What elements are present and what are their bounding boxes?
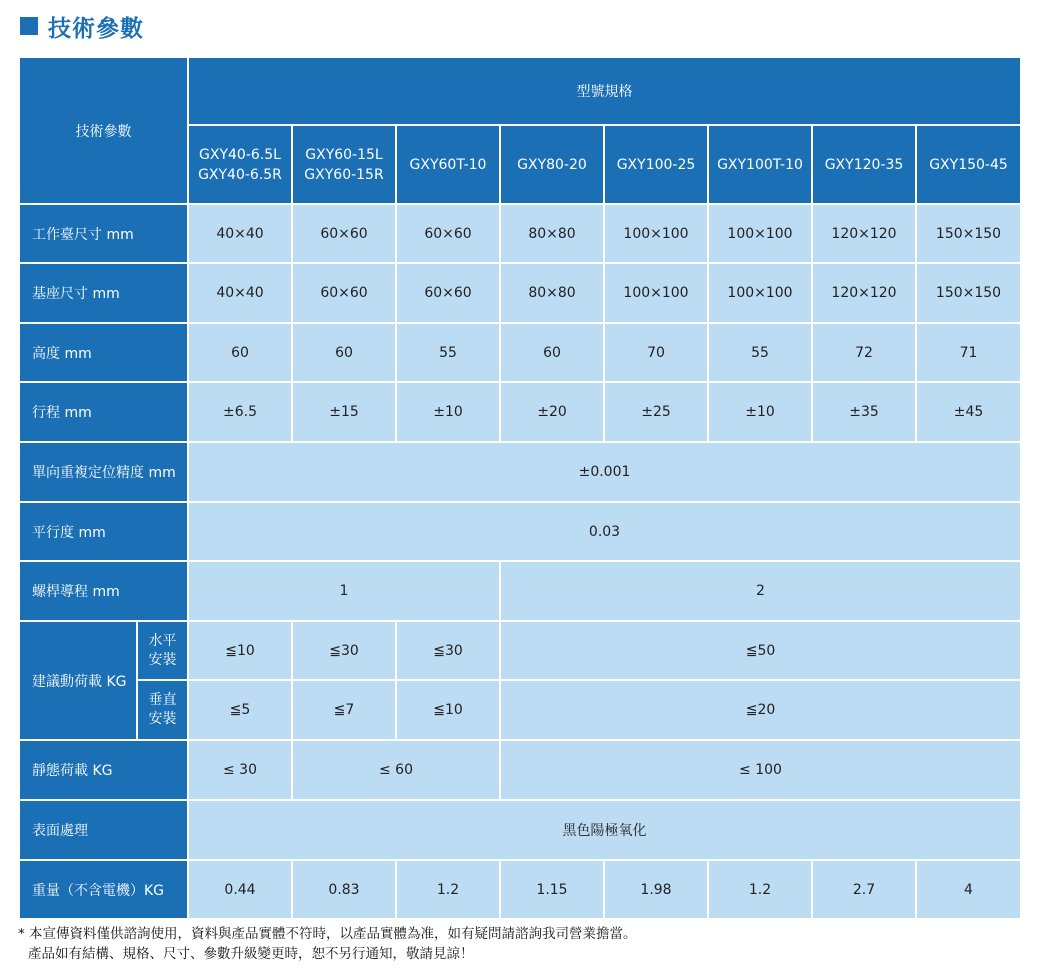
section-title — [20, 12, 144, 40]
page-title: 技術參數 — [48, 15, 144, 42]
model-name: GXY40-6.5R — [198, 166, 282, 183]
model-header: GXY100-25 — [604, 125, 708, 204]
table-cell: ±25 — [604, 382, 708, 442]
model-header — [188, 125, 292, 204]
table-cell: 60 — [292, 323, 396, 382]
model-name: GXY60-15L — [305, 146, 383, 163]
table-row-parallelism — [19, 502, 1021, 561]
table-cell: 40×40 — [188, 263, 292, 323]
table-cell: 1.15 — [500, 860, 604, 919]
table-cell: 0.03 — [188, 502, 1021, 561]
table-cell: 100×100 — [708, 263, 812, 323]
table-cell: 80×80 — [500, 263, 604, 323]
model-header: GXY100T-10 — [708, 125, 812, 204]
table-row-surface — [19, 800, 1021, 860]
model-name: GXY60-15R — [304, 166, 384, 183]
table-row-dynamic-load-vertical — [19, 680, 1021, 740]
model-header: GXY120-35 — [812, 125, 916, 204]
table-cell: ±10 — [708, 382, 812, 442]
table-cell: 4 — [916, 860, 1021, 919]
table-cell: 0.83 — [292, 860, 396, 919]
row-label: 表面處理 — [19, 800, 188, 860]
table-cell: ±6.5 — [188, 382, 292, 442]
row-label: 建議動荷載 KG — [19, 621, 137, 740]
table-cell: 55 — [396, 323, 500, 382]
table-cell: 60×60 — [396, 263, 500, 323]
sublabel-text: 水平 — [148, 632, 177, 649]
table-cell: ≦7 — [292, 680, 396, 740]
row-label: 基座尺寸 mm — [19, 263, 188, 323]
table-cell: 100×100 — [708, 204, 812, 263]
table-cell: 1.2 — [708, 860, 812, 919]
table-cell: 80×80 — [500, 204, 604, 263]
row-sublabel — [137, 621, 188, 680]
table-cell: 60×60 — [292, 263, 396, 323]
table-cell: ≦5 — [188, 680, 292, 740]
table-cell: ≦10 — [188, 621, 292, 680]
table-cell: 2 — [500, 561, 1021, 621]
table-cell: 71 — [916, 323, 1021, 382]
table-row-weight — [19, 860, 1021, 919]
table-cell: ≦20 — [500, 680, 1021, 740]
table-cell: 100×100 — [604, 204, 708, 263]
row-label: 螺桿導程 mm — [19, 561, 188, 621]
sublabel-text: 垂直 — [148, 692, 177, 708]
model-header — [292, 125, 396, 204]
table-cell: 2.7 — [812, 860, 916, 919]
table-cell: 60×60 — [292, 204, 396, 263]
table-cell: ≦30 — [396, 621, 500, 680]
table-cell: 黑色陽極氧化 — [188, 800, 1021, 860]
table-cell: 55 — [708, 323, 812, 382]
table-cell: ≦10 — [396, 680, 500, 740]
table-cell: ≦50 — [500, 621, 1021, 680]
table-cell: ≦30 — [292, 621, 396, 680]
table-cell: ±35 — [812, 382, 916, 442]
table-cell: 120×120 — [812, 204, 916, 263]
model-header: GXY60T-10 — [396, 125, 500, 204]
header-spec-label: 型號規格 — [188, 57, 1021, 125]
row-label: 行程 mm — [19, 382, 188, 442]
footer-line-2: 產品如有結構、規格、尺寸、參數升級變更時，恕不另行通知，敬請見諒！ — [28, 946, 474, 962]
table-cell: 70 — [604, 323, 708, 382]
table-cell: ≤ 60 — [292, 740, 500, 800]
table-row-stroke — [19, 382, 1021, 442]
table-cell: 100×100 — [604, 263, 708, 323]
sublabel-text: 安裝 — [148, 711, 177, 727]
table-cell: ±0.001 — [188, 442, 1021, 502]
table-cell: ≤ 30 — [188, 740, 292, 800]
table-cell: 150×150 — [916, 204, 1021, 263]
table-row-height — [19, 323, 1021, 382]
table-cell: 1.2 — [396, 860, 500, 919]
table-row-dynamic-load-horizontal — [19, 621, 1021, 680]
table-cell: 0.44 — [188, 860, 292, 919]
model-name: GXY40-6.5L — [199, 146, 281, 163]
row-label: 工作臺尺寸 mm — [19, 204, 188, 263]
table-cell: 40×40 — [188, 204, 292, 263]
table-cell: 120×120 — [812, 263, 916, 323]
table-cell: 72 — [812, 323, 916, 382]
table-cell: ±10 — [396, 382, 500, 442]
table-cell: 1.98 — [604, 860, 708, 919]
spec-table — [18, 56, 1022, 920]
square-bullet-icon — [20, 17, 38, 35]
table-cell: 60 — [188, 323, 292, 382]
table-row-base-size — [19, 263, 1021, 323]
table-cell: ±15 — [292, 382, 396, 442]
table-cell: ±45 — [916, 382, 1021, 442]
table-row-screw-lead — [19, 561, 1021, 621]
table-row-static-load — [19, 740, 1021, 800]
header-param-label: 技術參數 — [19, 57, 188, 204]
table-cell: 60 — [500, 323, 604, 382]
row-label: 平行度 mm — [19, 502, 188, 561]
row-label: 重量（不含電機）KG — [19, 860, 188, 919]
row-label: 高度 mm — [19, 323, 188, 382]
table-cell: 60×60 — [396, 204, 500, 263]
table-row-table-size — [19, 204, 1021, 263]
footer-line-1: * 本宣傳資料僅供諮詢使用，資料與產品實體不符時，以產品實體為准，如有疑問請諮詢我司營業擔當。 — [18, 926, 637, 942]
model-header: GXY80-20 — [500, 125, 604, 204]
table-cell: ≤ 100 — [500, 740, 1021, 800]
table-cell: 1 — [188, 561, 500, 621]
footer-note — [18, 924, 637, 964]
row-sublabel — [137, 680, 188, 740]
table-cell: ±20 — [500, 382, 604, 442]
model-header: GXY150-45 — [916, 125, 1021, 204]
sublabel-text: 安裝 — [148, 651, 177, 668]
table-cell: 150×150 — [916, 263, 1021, 323]
table-row-repeatability — [19, 442, 1021, 502]
row-label: 單向重複定位精度 mm — [19, 442, 188, 502]
row-label: 靜態荷載 KG — [19, 740, 188, 800]
